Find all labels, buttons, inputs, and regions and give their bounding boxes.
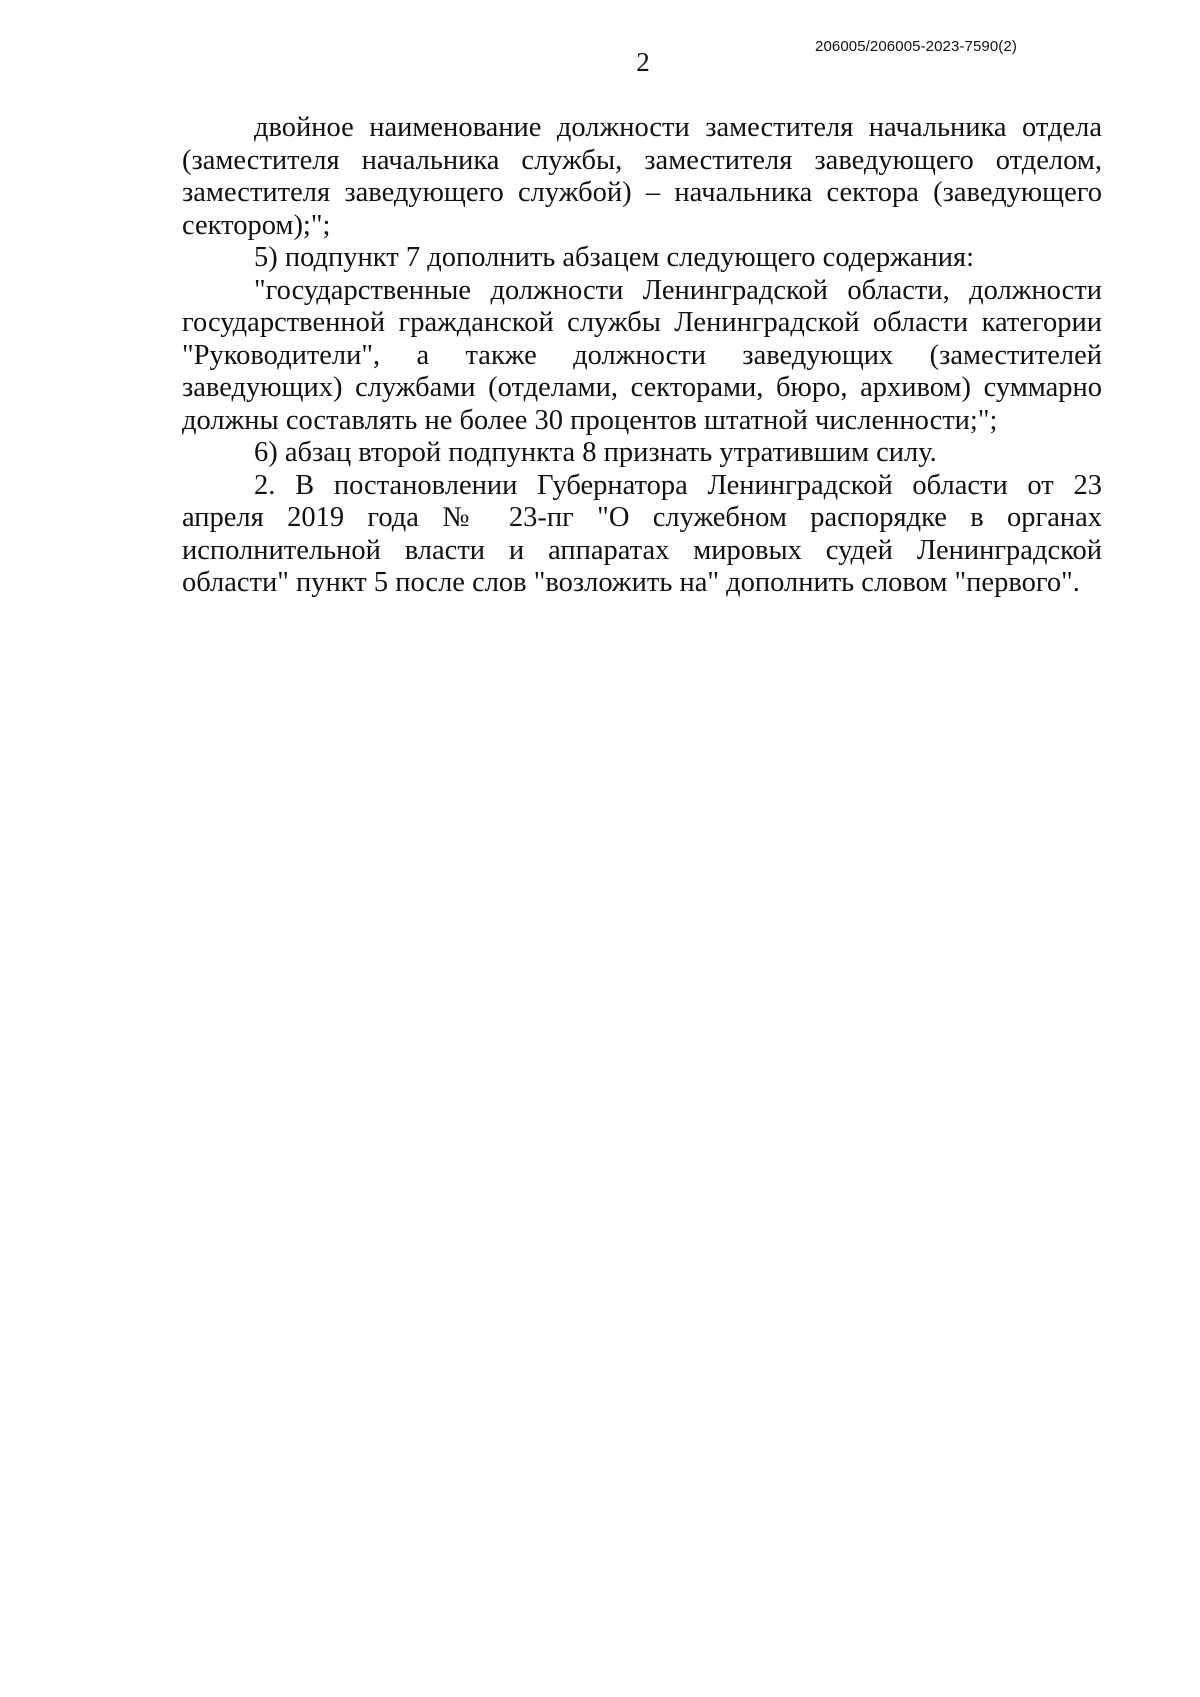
- paragraph: 2. В постановлении Губернатора Ленинградской области от 23 апреля 2019 года № 23-пг "О служебном распорядке в органах исполнительной власти и аппаратах мировых судей Ленинградской области" пункт 5 после слов "возложить на" дополнить словом "первого".: [182, 469, 1102, 598]
- document-code: 206005/206005-2023-7590(2): [815, 38, 1017, 55]
- paragraph: 6) абзац второй подпункта 8 признать утратившим силу.: [254, 437, 937, 468]
- paragraph: 5) подпункт 7 дополнить абзацем следующего содержания:: [254, 242, 975, 273]
- document-body: [182, 112, 1102, 600]
- page-number: 2: [636, 47, 650, 77]
- paragraph: "государственные должности Ленинградской области, должности государственной гражданской службы Ленинградской области категории "Руководители", а также должности заведующих (заместителей заведующих) службами (отделами, секторами, бюро, архивом) суммарно должны составлять не более 30 процентов штатной численности;";: [182, 274, 1102, 436]
- paragraph: двойное наименование должности заместителя начальника отдела (заместителя начальника службы, заместителя заведующего отделом, заместителя заведующего службой) – начальника сектора (заведующего сектором);";: [182, 112, 1102, 241]
